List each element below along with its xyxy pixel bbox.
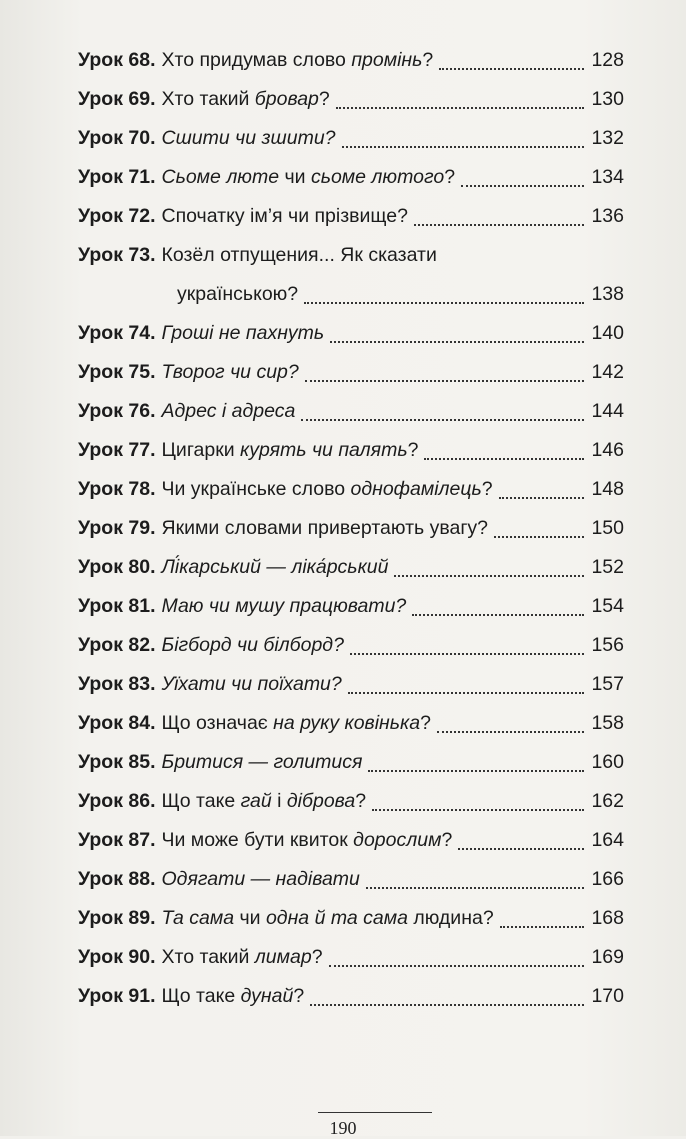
title-fragment: Хто такий <box>161 946 255 968</box>
lesson-number: Урок 79. <box>78 517 156 539</box>
dot-leader <box>330 341 584 343</box>
entry-page-number: 169 <box>591 946 624 968</box>
dot-leader <box>350 653 584 655</box>
dot-leader <box>372 809 584 811</box>
lesson-number: Урок 73. <box>78 244 156 266</box>
entry-page-number: 156 <box>591 634 624 656</box>
toc-entry <box>78 703 624 742</box>
dot-leader <box>500 926 584 928</box>
dot-leader <box>301 419 584 421</box>
title-italic-fragment: лимар <box>254 946 312 968</box>
dot-leader <box>461 185 584 187</box>
title-fragment: людина? <box>407 907 494 929</box>
title-fragment: Що таке <box>161 790 241 812</box>
title-fragment: чи <box>234 907 266 929</box>
lesson-title <box>162 743 363 781</box>
entry-page-number: 150 <box>591 517 624 539</box>
toc-entry <box>78 235 624 313</box>
title-fragment: Хто такий <box>161 88 255 110</box>
dot-leader <box>439 68 584 70</box>
entry-page-number: 138 <box>591 283 624 305</box>
toc-entry <box>78 118 624 157</box>
dot-leader <box>499 497 584 499</box>
title-italic-fragment: Творог чи сир? <box>161 361 299 383</box>
toc-entry <box>78 586 624 625</box>
title-italic-fragment: курять чи палять <box>240 439 408 461</box>
entry-page-number: 170 <box>591 985 624 1007</box>
lesson-number: Урок 87. <box>78 829 156 851</box>
title-fragment: ? <box>355 790 367 812</box>
lesson-number: Урок 85. <box>78 751 156 773</box>
entry-page-number: 142 <box>591 361 624 383</box>
lesson-title <box>162 587 407 625</box>
entry-page-number: 162 <box>591 790 624 812</box>
lesson-title <box>177 275 298 313</box>
entry-page-number: 136 <box>591 205 624 227</box>
dot-leader <box>458 848 584 850</box>
lesson-number: Урок 72. <box>78 205 156 227</box>
lesson-number: Урок 76. <box>78 400 156 422</box>
lesson-title-line1: Козёл отпущения... Як сказати <box>161 244 437 266</box>
toc-entry <box>78 976 624 1015</box>
lesson-number: Урок 77. <box>78 439 156 461</box>
lesson-number: Урок 89. <box>78 907 156 929</box>
lesson-number: Урок 80. <box>78 556 156 578</box>
lesson-title <box>162 80 330 118</box>
dot-leader <box>348 692 584 694</box>
lesson-number: Урок 91. <box>78 985 156 1007</box>
lesson-title <box>162 821 453 859</box>
title-italic-fragment: Бігборд чи білборд? <box>161 634 344 656</box>
title-fragment: ? <box>444 166 456 188</box>
title-fragment: ? <box>422 49 434 71</box>
lesson-number: Урок 71. <box>78 166 156 188</box>
dot-leader <box>412 614 584 616</box>
entry-page-number: 152 <box>591 556 624 578</box>
title-italic-fragment: Сьоме люте <box>161 166 280 188</box>
title-fragment: ? <box>311 946 323 968</box>
title-fragment: ? <box>420 712 431 734</box>
dot-leader <box>368 770 584 772</box>
dot-leader <box>304 302 584 304</box>
entry-page-number: 132 <box>591 127 624 149</box>
entry-page-number: 128 <box>591 49 624 71</box>
title-fragment: ? <box>293 985 305 1007</box>
lesson-title <box>162 119 336 157</box>
title-fragment: і <box>271 790 287 812</box>
dot-leader <box>437 731 584 733</box>
entry-page-number: 154 <box>591 595 624 617</box>
title-italic-fragment: сьоме лютого <box>310 166 445 188</box>
toc-entry <box>78 664 624 703</box>
footer-rule <box>318 1112 432 1113</box>
toc-entry <box>78 859 624 898</box>
toc-entry <box>78 898 624 937</box>
title-italic-fragment: Маю чи мушу працювати? <box>161 595 407 617</box>
title-italic-fragment: на руку ковінька <box>273 712 421 734</box>
title-italic-fragment: одна й та сама <box>265 907 408 929</box>
toc-entry <box>78 352 624 391</box>
title-italic-fragment: бровар <box>254 88 319 110</box>
lesson-title <box>162 353 299 391</box>
dot-leader <box>305 380 584 382</box>
lesson-number: Урок 68. <box>78 49 156 71</box>
lesson-number: Урок 84. <box>78 712 156 734</box>
lesson-number: Урок 90. <box>78 946 156 968</box>
lesson-title <box>162 509 489 547</box>
lesson-number: Урок 88. <box>78 868 156 890</box>
toc-entry <box>78 430 624 469</box>
page-number: 190 <box>329 1118 357 1138</box>
lesson-number: Урок 78. <box>78 478 156 500</box>
entry-page-number: 157 <box>591 673 624 695</box>
toc-entry <box>78 79 624 118</box>
toc-entry <box>78 313 624 352</box>
title-fragment: українською? <box>177 283 299 305</box>
toc-entry <box>78 391 624 430</box>
toc-entry <box>78 937 624 976</box>
lesson-title <box>162 977 305 1015</box>
toc-entry <box>78 781 624 820</box>
title-italic-fragment: Одягати — надівати <box>161 868 360 890</box>
title-fragment: Що означає <box>161 712 274 734</box>
lesson-number: Урок 75. <box>78 361 156 383</box>
title-italic-fragment: однофамілець <box>350 478 482 500</box>
title-italic-fragment: Бритися — голитися <box>161 751 363 773</box>
title-fragment: ? <box>407 439 419 461</box>
title-fragment: Хто придумав слово <box>161 49 352 71</box>
toc-entry <box>78 469 624 508</box>
title-fragment: ? <box>318 88 330 110</box>
lesson-title <box>162 197 408 235</box>
lesson-title <box>162 158 456 196</box>
lesson-title <box>162 392 296 430</box>
entry-page-number: 148 <box>591 478 624 500</box>
title-fragment: Спочатку ім’я чи прізвище? <box>161 205 408 227</box>
lesson-title <box>162 431 419 469</box>
lesson-title <box>162 665 342 703</box>
lesson-number: Урок 70. <box>78 127 156 149</box>
title-fragment: Що таке <box>161 985 241 1007</box>
lesson-title <box>162 938 323 976</box>
entry-page-number: 158 <box>591 712 624 734</box>
title-italic-fragment: Лі́карський — ліка́рський <box>161 556 389 578</box>
lesson-title <box>162 314 325 352</box>
toc-entry <box>78 157 624 196</box>
lesson-title <box>162 626 344 664</box>
entry-page-number: 144 <box>591 400 624 422</box>
lesson-number: Урок 74. <box>78 322 156 344</box>
lesson-title <box>162 41 434 79</box>
title-italic-fragment: Та сама <box>161 907 235 929</box>
entry-page-number: 166 <box>591 868 624 890</box>
toc-entry <box>78 820 624 859</box>
title-italic-fragment: гай <box>240 790 272 812</box>
toc-entry <box>78 547 624 586</box>
lesson-title <box>162 704 431 742</box>
dot-leader <box>424 458 584 460</box>
entry-page-number: 160 <box>591 751 624 773</box>
table-of-contents <box>78 40 624 1015</box>
toc-entry <box>78 196 624 235</box>
entry-page-number: 134 <box>591 166 624 188</box>
lesson-title <box>162 782 367 820</box>
toc-entry <box>78 40 624 79</box>
title-fragment: Цигарки <box>161 439 241 461</box>
entry-page-number: 164 <box>591 829 624 851</box>
title-fragment: Чи українське слово <box>161 478 351 500</box>
title-italic-fragment: Адрес і адреса <box>161 400 296 422</box>
title-fragment: чи <box>279 166 311 188</box>
dot-leader <box>310 1004 584 1006</box>
lesson-number: Урок 82. <box>78 634 156 656</box>
title-italic-fragment: діброва <box>286 790 356 812</box>
toc-entry <box>78 625 624 664</box>
lesson-number: Урок 81. <box>78 595 156 617</box>
lesson-title <box>162 860 360 898</box>
title-italic-fragment: дунай <box>240 985 294 1007</box>
dot-leader <box>394 575 584 577</box>
lesson-title <box>162 470 493 508</box>
entry-page-number: 146 <box>591 439 624 461</box>
lesson-title <box>162 548 389 586</box>
lesson-title <box>162 899 494 937</box>
title-fragment: Чи може бути квиток <box>161 829 354 851</box>
title-italic-fragment: Уїхати чи поїхати? <box>161 673 342 695</box>
lesson-number: Урок 69. <box>78 88 156 110</box>
title-italic-fragment: промінь <box>351 49 423 71</box>
title-fragment: Якими словами привертають увагу? <box>161 517 489 539</box>
dot-leader <box>494 536 584 538</box>
title-fragment: ? <box>441 829 453 851</box>
toc-entry <box>78 508 624 547</box>
dot-leader <box>366 887 584 889</box>
title-italic-fragment: Сшити чи зшити? <box>161 127 336 149</box>
title-fragment: ? <box>481 478 493 500</box>
dot-leader <box>342 146 584 148</box>
title-italic-fragment: Гроші не пахнуть <box>161 322 325 344</box>
dot-leader <box>414 224 584 226</box>
entry-page-number: 140 <box>591 322 624 344</box>
entry-page-number: 168 <box>591 907 624 929</box>
toc-entry <box>78 742 624 781</box>
lesson-number: Урок 83. <box>78 673 156 695</box>
dot-leader <box>329 965 584 967</box>
title-italic-fragment: дорослим <box>353 829 442 851</box>
lesson-number: Урок 86. <box>78 790 156 812</box>
entry-page-number: 130 <box>591 88 624 110</box>
dot-leader <box>336 107 584 109</box>
